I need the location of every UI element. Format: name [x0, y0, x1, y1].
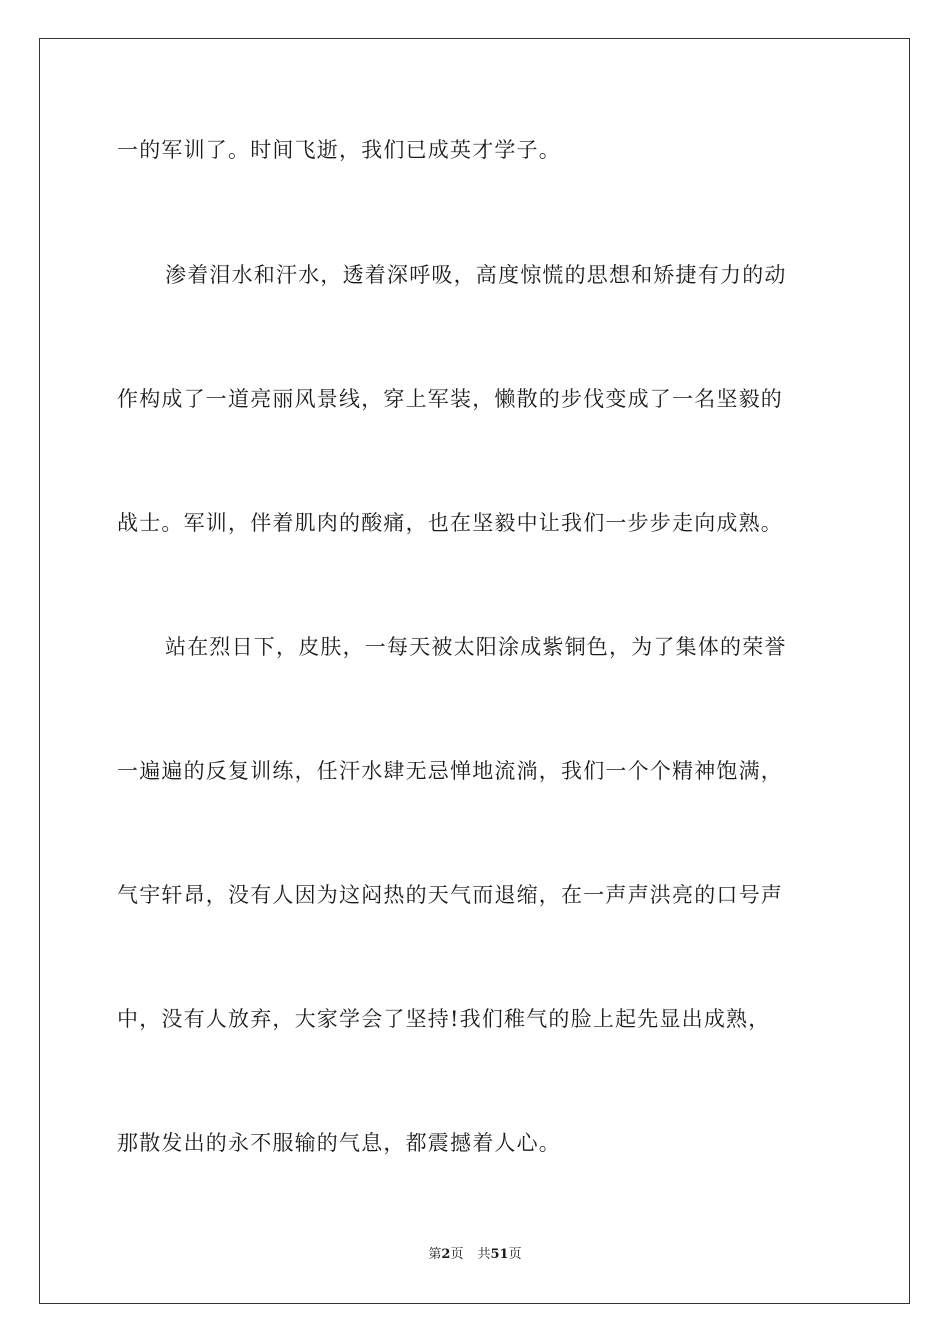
text-line-3: 作构成了一道亮丽风景线，穿上军装，懒散的步伐变成了一名坚毅的 — [117, 387, 783, 411]
text-line-7: 气宇轩昂，没有人因为这闷热的天气而退缩，在一声声洪亮的口号声 — [117, 883, 783, 907]
text-line-1: 一的军训了。时间飞逝，我们已成英才学子。 — [117, 138, 561, 162]
text-line-6: 一遍遍的反复训练，任汗水肆无忌惮地流淌，我们一个个精神饱满， — [117, 759, 783, 783]
text-line-8: 中，没有人放弃，大家学会了坚持!我们稚气的脸上起先显出成熟， — [117, 1007, 771, 1031]
current-page-number: 2 — [441, 1247, 451, 1262]
total-page-count: 51 — [490, 1247, 509, 1262]
text-line-9: 那散发出的永不服输的气息，都震撼着人心。 — [117, 1131, 561, 1155]
page-label: 第2页 — [428, 1247, 464, 1262]
total-pages-label: 共51页 — [477, 1247, 522, 1262]
text-line-4: 战士。军训，伴着肌肉的酸痛，也在坚毅中让我们一步步走向成熟。 — [117, 511, 783, 535]
page-footer — [0, 1246, 950, 1264]
page-border — [39, 38, 910, 1304]
text-line-2: 渗着泪水和汗水，透着深呼吸，高度惊慌的思想和矫捷有力的动 — [165, 263, 787, 287]
text-line-5: 站在烈日下，皮肤，一每天被太阳涂成紫铜色，为了集体的荣誉 — [165, 635, 787, 659]
